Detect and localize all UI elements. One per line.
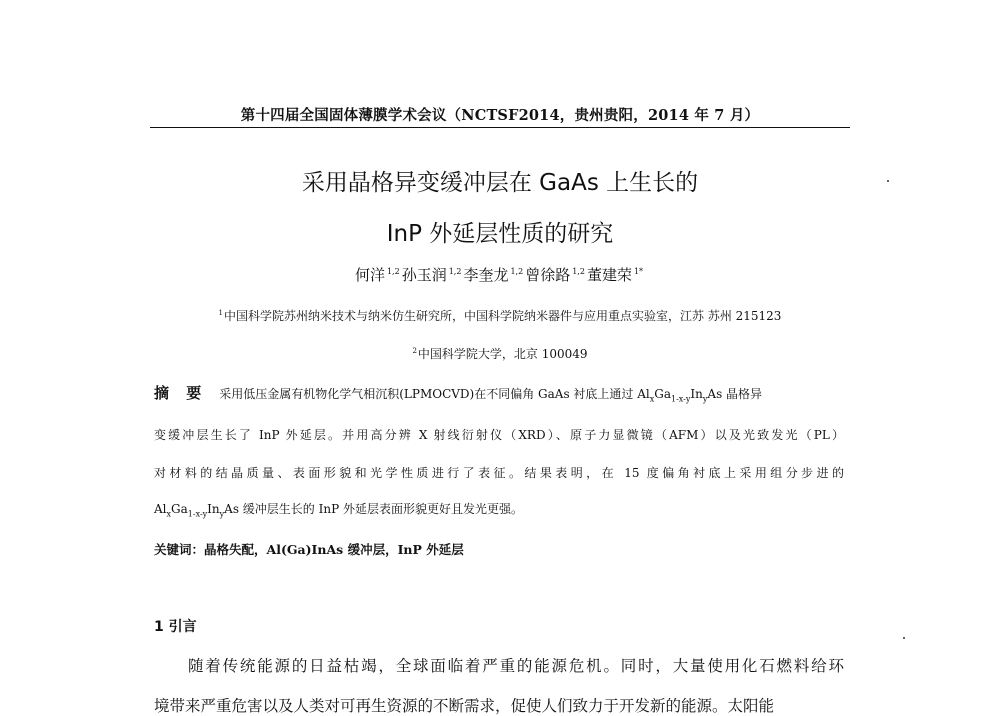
abstract-text: Ga: [171, 502, 188, 516]
abstract-text: As 晶格异: [707, 387, 763, 401]
subscript: 1-x-y: [187, 509, 208, 519]
abstract-line-2: 变缓冲层生长了 InP 外延层。并用高分辨 X 射线衍射仪（XRD）、原子力显微镜（AFM）以及光致发光（PL）: [154, 428, 844, 442]
abstract-text: 采用低压金属有机物化学气相沉积(LPMOCVD)在不同偏角 GaAs 衬底上通过 Al: [219, 387, 650, 401]
abstract-text: Ga: [654, 387, 672, 401]
abstract-line-1: [154, 382, 844, 403]
affiliation-text: 中国科学院苏州纳米技术与纳米仿生研究所，中国科学院纳米器件与应用重点实验室，江苏 苏州 215123: [224, 309, 782, 323]
author-name: 曾徐路: [525, 266, 571, 284]
author-affiliation-mark: 1,2: [448, 267, 462, 276]
author-affiliation-mark: 1,2: [510, 267, 524, 276]
body-text-line-1: 随着传统能源的日益枯竭，全球面临着严重的能源危机。同时，大量使用化石燃料给环: [188, 657, 844, 675]
scan-speck: [903, 637, 905, 639]
body-text-line-2: 境带来严重危害以及人类对可再生资源的不断需求，促使人们致力于开发新的能源。太阳能: [154, 697, 775, 715]
author-list: [100, 264, 900, 285]
abstract-text: In: [690, 387, 703, 401]
paper-title-line-2: InP 外延层性质的研究: [386, 221, 614, 247]
abstract-text: In: [207, 502, 220, 516]
subscript: y: [219, 509, 225, 519]
affiliation-2: [90, 345, 910, 362]
subscript: x: [649, 394, 655, 404]
affiliation-mark: 2: [412, 347, 417, 355]
conference-header: 第十四届全国固体薄膜学术会议（NCTSF2014，贵州贵阳，2014 年 7 月）: [240, 107, 760, 124]
abstract-line-4: [154, 500, 844, 518]
section-heading-introduction: 1 引言: [154, 619, 197, 635]
subscript: y: [702, 394, 708, 404]
affiliation-text: 中国科学院大学，北京 100049: [417, 347, 588, 361]
header-rule: [150, 127, 850, 128]
subscript: 1-x-y: [671, 394, 691, 404]
author-name: 董建荣: [586, 266, 632, 284]
author-name: 李奎龙: [463, 266, 509, 284]
author-affiliation-mark: 1,2: [572, 267, 585, 276]
affiliation-mark: 1: [218, 309, 223, 317]
abstract-text: As 缓冲层生长的 InP 外延层表面形貌更好且发光更强。: [224, 502, 523, 516]
author-affiliation-mark: 1*: [633, 267, 644, 276]
abstract-label: 摘 要: [154, 384, 208, 402]
keywords: 关键词：晶格失配，Al(Ga)InAs 缓冲层，InP 外延层: [154, 542, 464, 557]
paper-title-line-1: 采用晶格异变缓冲层在 GaAs 上生长的: [301, 170, 699, 196]
abstract-line-3: 对材料的结晶质量、表面形貌和光学性质进行了表征。结果表明，在 15 度偏角衬底上采用组分步进的: [154, 466, 844, 480]
affiliation-1: [90, 307, 910, 324]
author-name: 何洋: [354, 266, 385, 284]
subscript: x: [166, 509, 172, 519]
author-name: 孙玉润: [401, 266, 447, 284]
author-affiliation-mark: 1,2: [386, 267, 400, 276]
scan-speck: [887, 180, 889, 182]
abstract-text: Al: [154, 502, 167, 516]
